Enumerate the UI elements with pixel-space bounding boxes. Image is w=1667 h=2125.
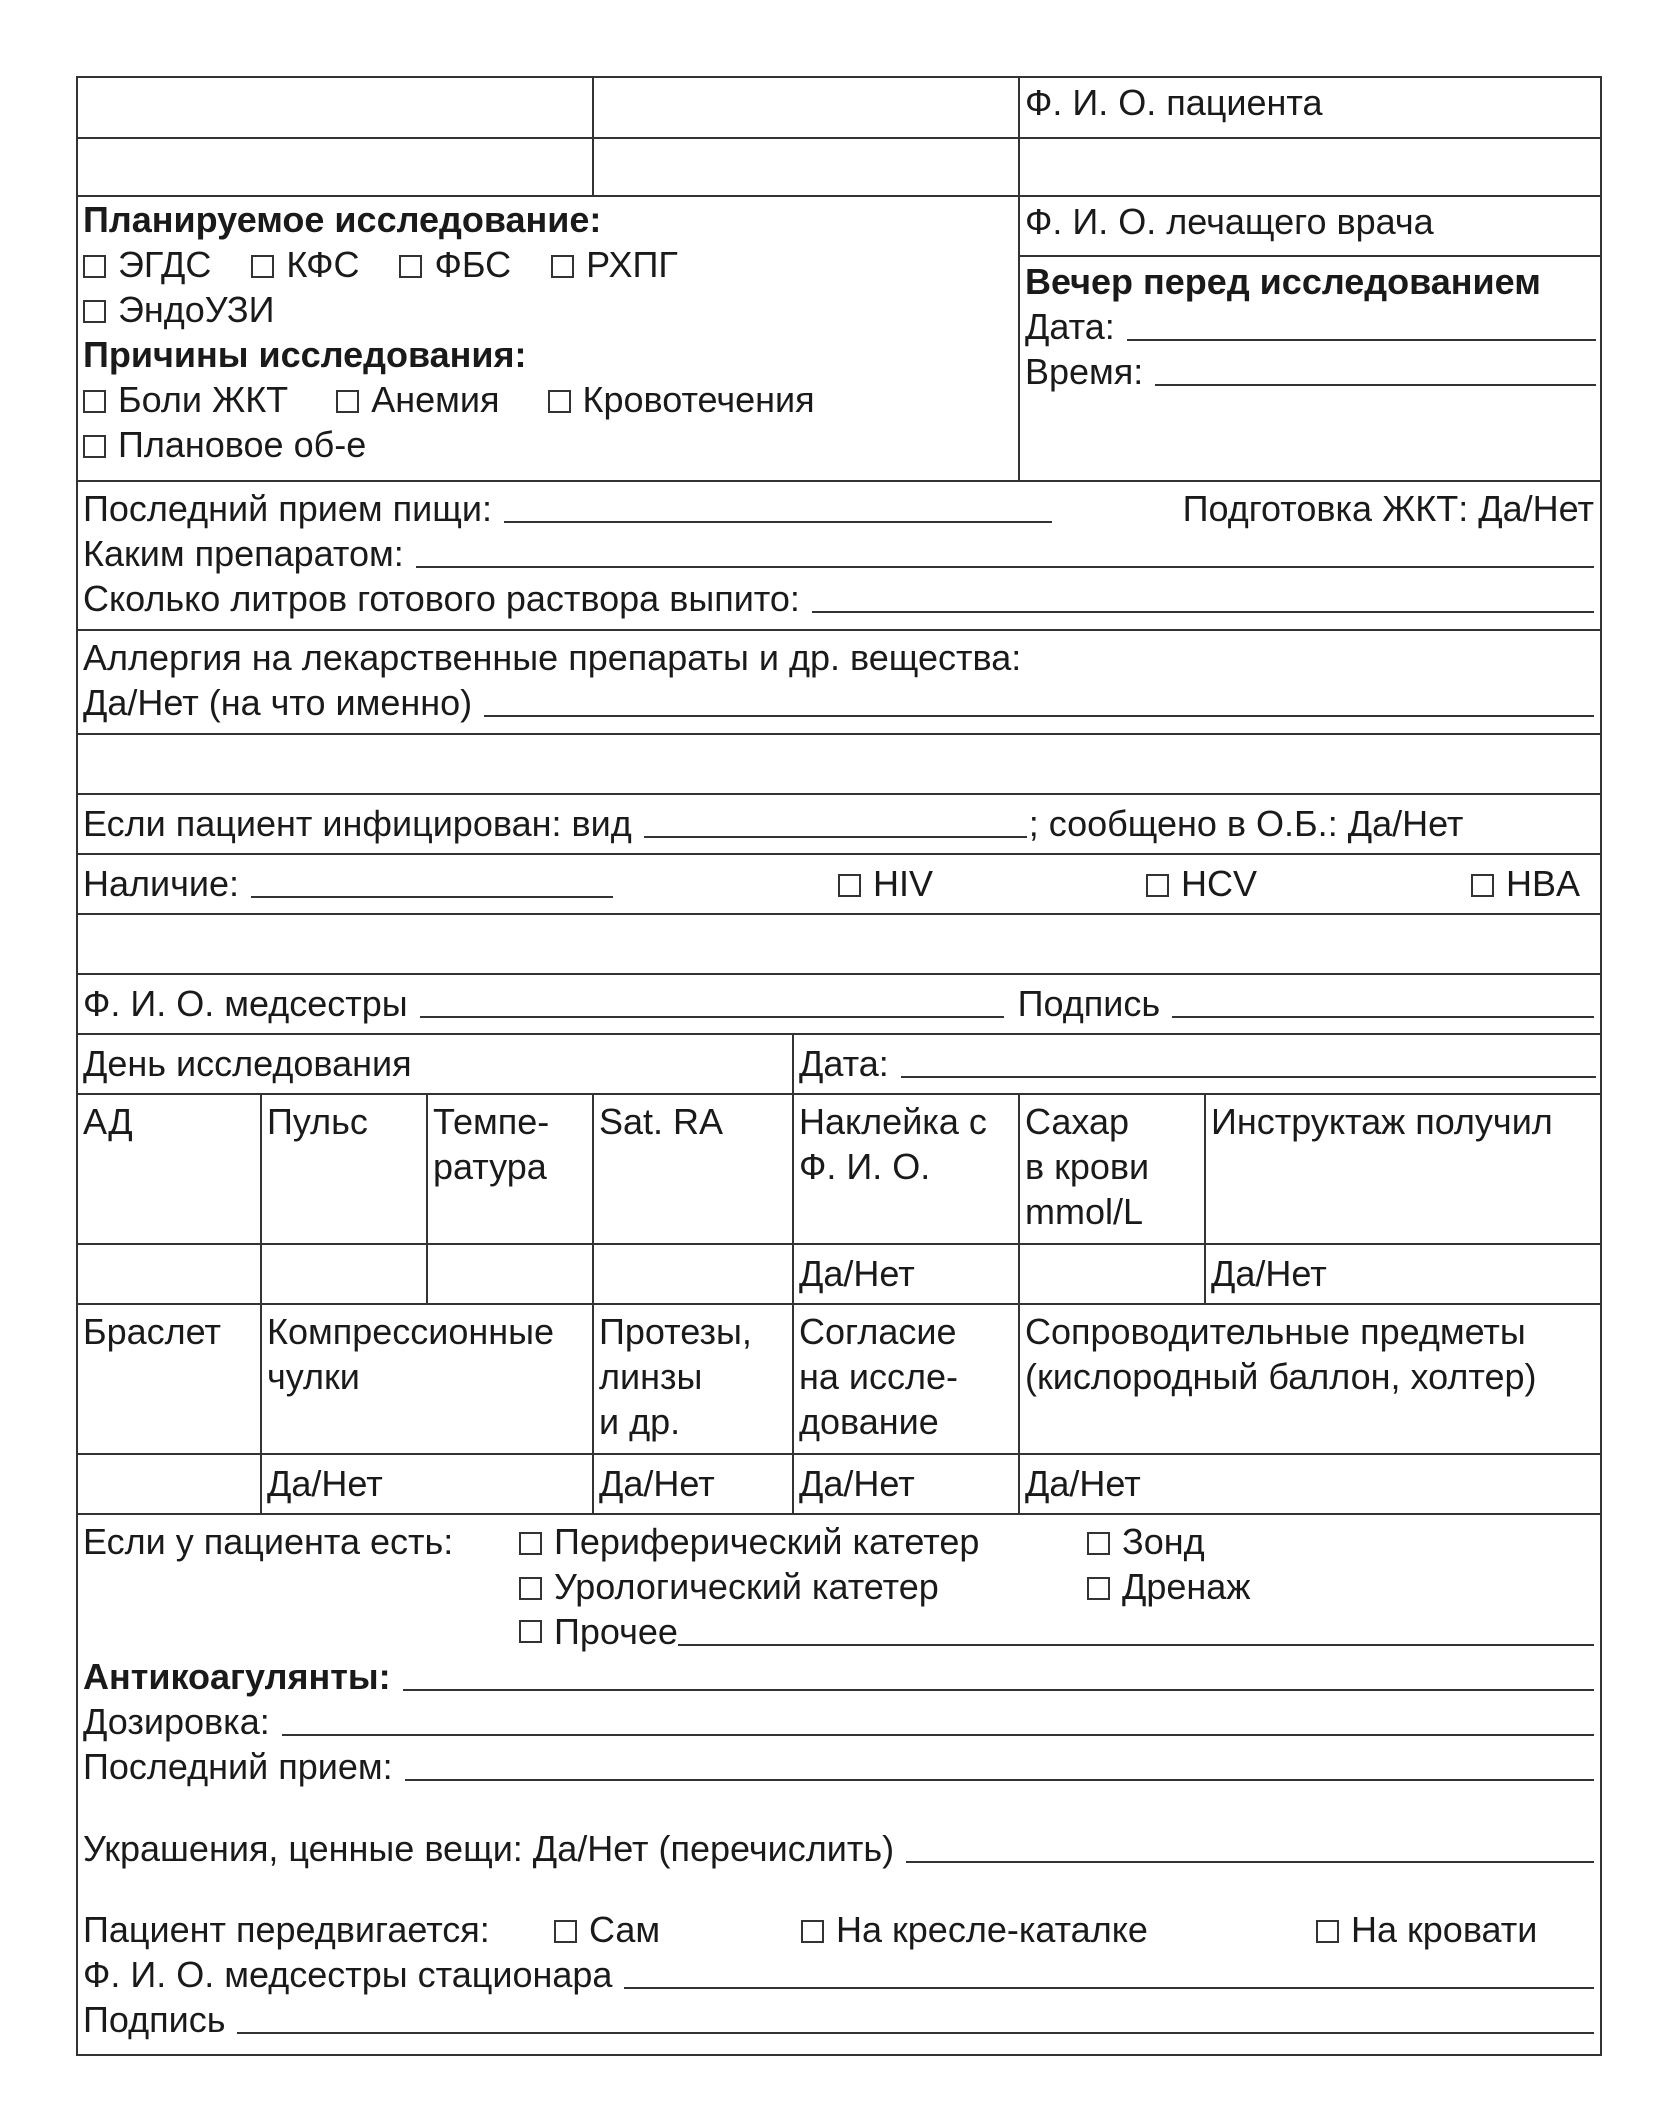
patient-name-cell xyxy=(1018,78,1600,137)
header-line: Темпе- xyxy=(433,1101,550,1142)
header-line: в крови xyxy=(1025,1146,1150,1187)
header-line: Согласие xyxy=(799,1311,957,1352)
value-cell-4[interactable] xyxy=(1018,1455,1600,1515)
blank-row[interactable] xyxy=(78,913,1600,975)
checkbox-icon[interactable] xyxy=(838,874,861,897)
checkbox-icon[interactable] xyxy=(548,390,571,413)
checkbox-kfs[interactable]: КФС xyxy=(251,244,359,285)
value-cell-6[interactable] xyxy=(1204,1245,1600,1305)
column-header-2 xyxy=(426,1095,592,1245)
checkbox-fbs[interactable]: ФБС xyxy=(399,244,511,285)
checkbox-bed[interactable]: На кровати xyxy=(1316,1907,1537,1952)
column-header-0 xyxy=(78,1305,260,1455)
prep-row xyxy=(78,480,1600,631)
checkbox-peripheral-catheter[interactable]: Периферический катетер xyxy=(519,1519,979,1564)
checkbox-icon[interactable] xyxy=(1087,1577,1110,1600)
value-cell-0[interactable] xyxy=(78,1455,260,1515)
value-cell-1[interactable] xyxy=(260,1245,426,1305)
items-header-row xyxy=(78,1303,1600,1455)
checkbox-hiv[interactable]: HIV xyxy=(838,861,933,906)
header-line: Сахар xyxy=(1025,1101,1130,1142)
patient-name-field[interactable] xyxy=(1018,139,1600,197)
patient-name-label: Ф. И. О. пациента xyxy=(1025,82,1323,123)
checkbox-drainage[interactable]: Дренаж xyxy=(1087,1564,1250,1609)
header-line: чулки xyxy=(267,1356,360,1397)
column-header-4 xyxy=(1018,1305,1600,1455)
items-value-row xyxy=(78,1453,1600,1515)
blank-cell[interactable] xyxy=(592,78,1018,137)
checkbox-hba[interactable]: HBA xyxy=(1471,861,1580,906)
nurse-row xyxy=(78,973,1600,1035)
value-cell-4[interactable] xyxy=(792,1245,1018,1305)
value-cell-2[interactable] xyxy=(592,1455,792,1515)
checkbox-icon[interactable] xyxy=(83,255,106,278)
planned-exam-row xyxy=(78,195,1600,482)
column-header-1 xyxy=(260,1095,426,1245)
checkbox-icon[interactable] xyxy=(83,390,106,413)
evening-title: Вечер перед исследованием xyxy=(1025,261,1541,302)
checkbox-icon[interactable] xyxy=(554,1920,577,1943)
endoscopy-checklist-form xyxy=(76,76,1602,2056)
presence-field[interactable]: Наличие: xyxy=(83,861,613,906)
blank-cell[interactable] xyxy=(78,139,592,197)
column-header-4 xyxy=(792,1095,1018,1245)
header-line: Протезы, xyxy=(599,1311,752,1352)
column-header-1 xyxy=(260,1305,592,1455)
checkbox-wheelchair[interactable]: На кресле-каталке xyxy=(801,1907,1148,1952)
header-line: Компрессионные xyxy=(267,1311,555,1352)
doctor-name-label: Ф. И. О. лечащего врача xyxy=(1025,201,1434,242)
ward-signature-field[interactable]: Подпись xyxy=(83,1997,1594,2042)
checkbox-urological-catheter[interactable]: Урологический катетер xyxy=(519,1564,939,1609)
checkbox-icon[interactable] xyxy=(336,390,359,413)
value-cell-5[interactable] xyxy=(1018,1245,1204,1305)
checkbox-self[interactable]: Сам xyxy=(554,1907,660,1952)
header-line: Sat. RA xyxy=(599,1101,724,1142)
blank-cell[interactable] xyxy=(78,78,592,137)
column-header-6 xyxy=(1204,1095,1600,1245)
header-line: на иссле- xyxy=(799,1356,959,1397)
header-line: Браслет xyxy=(83,1311,221,1352)
planned-exam-title: Планируемое исследование: xyxy=(83,199,602,240)
checkbox-icon[interactable] xyxy=(801,1920,824,1943)
column-header-2 xyxy=(592,1305,792,1455)
header-line: Сопроводительные предметы xyxy=(1025,1311,1526,1352)
checkbox-icon[interactable] xyxy=(1316,1920,1339,1943)
planned-exam-options xyxy=(83,242,678,287)
header-line: дование xyxy=(799,1401,939,1442)
cell-value: Да/Нет xyxy=(1211,1253,1327,1294)
anticoag-field[interactable]: Антикоагулянты: xyxy=(83,1654,1594,1699)
cell-value: Да/Нет xyxy=(599,1463,715,1504)
checkbox-hcv[interactable]: HCV xyxy=(1146,861,1257,906)
bottom-section xyxy=(78,1513,1600,2056)
reasons-title: Причины исследования: xyxy=(83,334,527,375)
header-line: Ф. И. О. xyxy=(799,1146,931,1187)
cell-value: Да/Нет xyxy=(799,1463,915,1504)
infection-reported-label: ; сообщено в О.Б.: Да/Нет xyxy=(1028,803,1464,844)
devices-label: Если у пациента есть: xyxy=(83,1521,454,1562)
checkbox-icon[interactable] xyxy=(251,255,274,278)
exam-date-field[interactable]: Дата: xyxy=(799,1041,1596,1086)
checkbox-icon[interactable] xyxy=(399,255,422,278)
header-line: mmol/L xyxy=(1025,1191,1144,1232)
value-cell-1[interactable] xyxy=(260,1455,592,1515)
divider xyxy=(1020,255,1600,257)
checkbox-icon[interactable] xyxy=(519,1577,542,1600)
planned-exam-section xyxy=(78,197,1018,482)
doctor-evening-section xyxy=(1018,197,1600,482)
drug-field[interactable]: Каким препаратом: xyxy=(83,531,1594,576)
evening-date-field[interactable]: Дата: xyxy=(1025,304,1596,349)
checkbox-icon[interactable] xyxy=(551,255,574,278)
checkbox-icon[interactable] xyxy=(83,300,106,323)
cell-value: Да/Нет xyxy=(799,1253,915,1294)
gi-prep-label: Подготовка ЖКТ: Да/Нет xyxy=(1182,488,1594,529)
header-line: (кислородный баллон, холтер) xyxy=(1025,1356,1537,1397)
header-line: Наклейка с xyxy=(799,1101,987,1142)
reasons-options xyxy=(83,377,815,422)
exam-day-row xyxy=(78,1033,1600,1095)
checkbox-icon[interactable] xyxy=(1471,874,1494,897)
blank-cell[interactable] xyxy=(592,139,1018,197)
exam-day-title: День исследования xyxy=(83,1043,412,1084)
checkbox-icon[interactable] xyxy=(83,435,106,458)
column-header-5 xyxy=(1018,1095,1204,1245)
checkbox-bleeding[interactable]: Кровотечения xyxy=(548,379,815,420)
valuables-field[interactable]: Украшения, ценные вещи: Да/Нет (перечислить) xyxy=(83,1826,1594,1871)
checkbox-planned-exam[interactable]: Плановое об-е xyxy=(83,422,366,467)
checkbox-icon[interactable] xyxy=(1146,874,1169,897)
liters-field[interactable]: Сколько литров готового раствора выпито: xyxy=(83,576,1594,621)
vitals-value-row xyxy=(78,1243,1600,1305)
checkbox-egds[interactable]: ЭГДС xyxy=(83,244,211,285)
header-line: АД xyxy=(83,1101,133,1142)
exam-date-cell xyxy=(792,1035,1600,1095)
allergy-detail-field[interactable]: Да/Нет (на что именно) xyxy=(83,680,1594,725)
header-line: Пульс xyxy=(267,1101,368,1142)
value-cell-0[interactable] xyxy=(78,1245,260,1305)
vitals-header-row xyxy=(78,1093,1600,1245)
transport-label: Пациент передвигается: xyxy=(83,1909,490,1950)
header-row-1 xyxy=(78,78,1600,137)
checkbox-other[interactable]: Прочее xyxy=(519,1609,1594,1654)
exam-day-cell xyxy=(78,1035,792,1095)
evening-time-field[interactable]: Время: xyxy=(1025,349,1596,394)
column-header-3 xyxy=(792,1305,1018,1455)
checkbox-rhpg[interactable]: РХПГ xyxy=(551,244,678,285)
presence-row xyxy=(78,853,1600,915)
checkbox-icon[interactable] xyxy=(519,1532,542,1555)
allergy-row xyxy=(78,629,1600,735)
allergy-title: Аллергия на лекарственные препараты и др. вещества: xyxy=(83,637,1022,678)
blank-row[interactable] xyxy=(78,733,1600,795)
last-dose-field[interactable]: Последний прием: xyxy=(83,1744,1594,1789)
column-header-3 xyxy=(592,1095,792,1245)
nurse-signature-label: Подпись xyxy=(1017,983,1161,1024)
header-row-2 xyxy=(78,137,1600,197)
header-line: и др. xyxy=(599,1401,681,1442)
dose-field[interactable]: Дозировка: xyxy=(83,1699,1594,1744)
infection-row xyxy=(78,793,1600,855)
last-meal-field[interactable]: Последний прием пищи: Подготовка ЖКТ: Да/Нет xyxy=(83,488,1594,529)
checkbox-probe[interactable]: Зонд xyxy=(1087,1519,1205,1564)
checkbox-icon[interactable] xyxy=(519,1620,542,1643)
column-header-0 xyxy=(78,1095,260,1245)
nurse-name-field[interactable]: Ф. И. О. медсестры Подпись xyxy=(83,981,1594,1026)
checkbox-anemia[interactable]: Анемия xyxy=(336,379,499,420)
value-cell-2[interactable] xyxy=(426,1245,592,1305)
cell-value: Да/Нет xyxy=(267,1463,383,1504)
checkbox-gi-pain[interactable]: Боли ЖКТ xyxy=(83,379,288,420)
value-cell-3[interactable] xyxy=(592,1245,792,1305)
value-cell-3[interactable] xyxy=(792,1455,1018,1515)
ward-nurse-field[interactable]: Ф. И. О. медсестры стационара xyxy=(83,1952,1594,1997)
checkbox-icon[interactable] xyxy=(1087,1532,1110,1555)
header-line: ратура xyxy=(433,1146,547,1187)
cell-value: Да/Нет xyxy=(1025,1463,1141,1504)
header-line: Инструктаж получил xyxy=(1211,1101,1553,1142)
infection-field[interactable]: Если пациент инфицирован: вид ; сообщено в О.Б.: Да/Нет xyxy=(83,803,1464,844)
checkbox-endouzi[interactable]: ЭндоУЗИ xyxy=(83,287,274,332)
header-line: линзы xyxy=(599,1356,703,1397)
